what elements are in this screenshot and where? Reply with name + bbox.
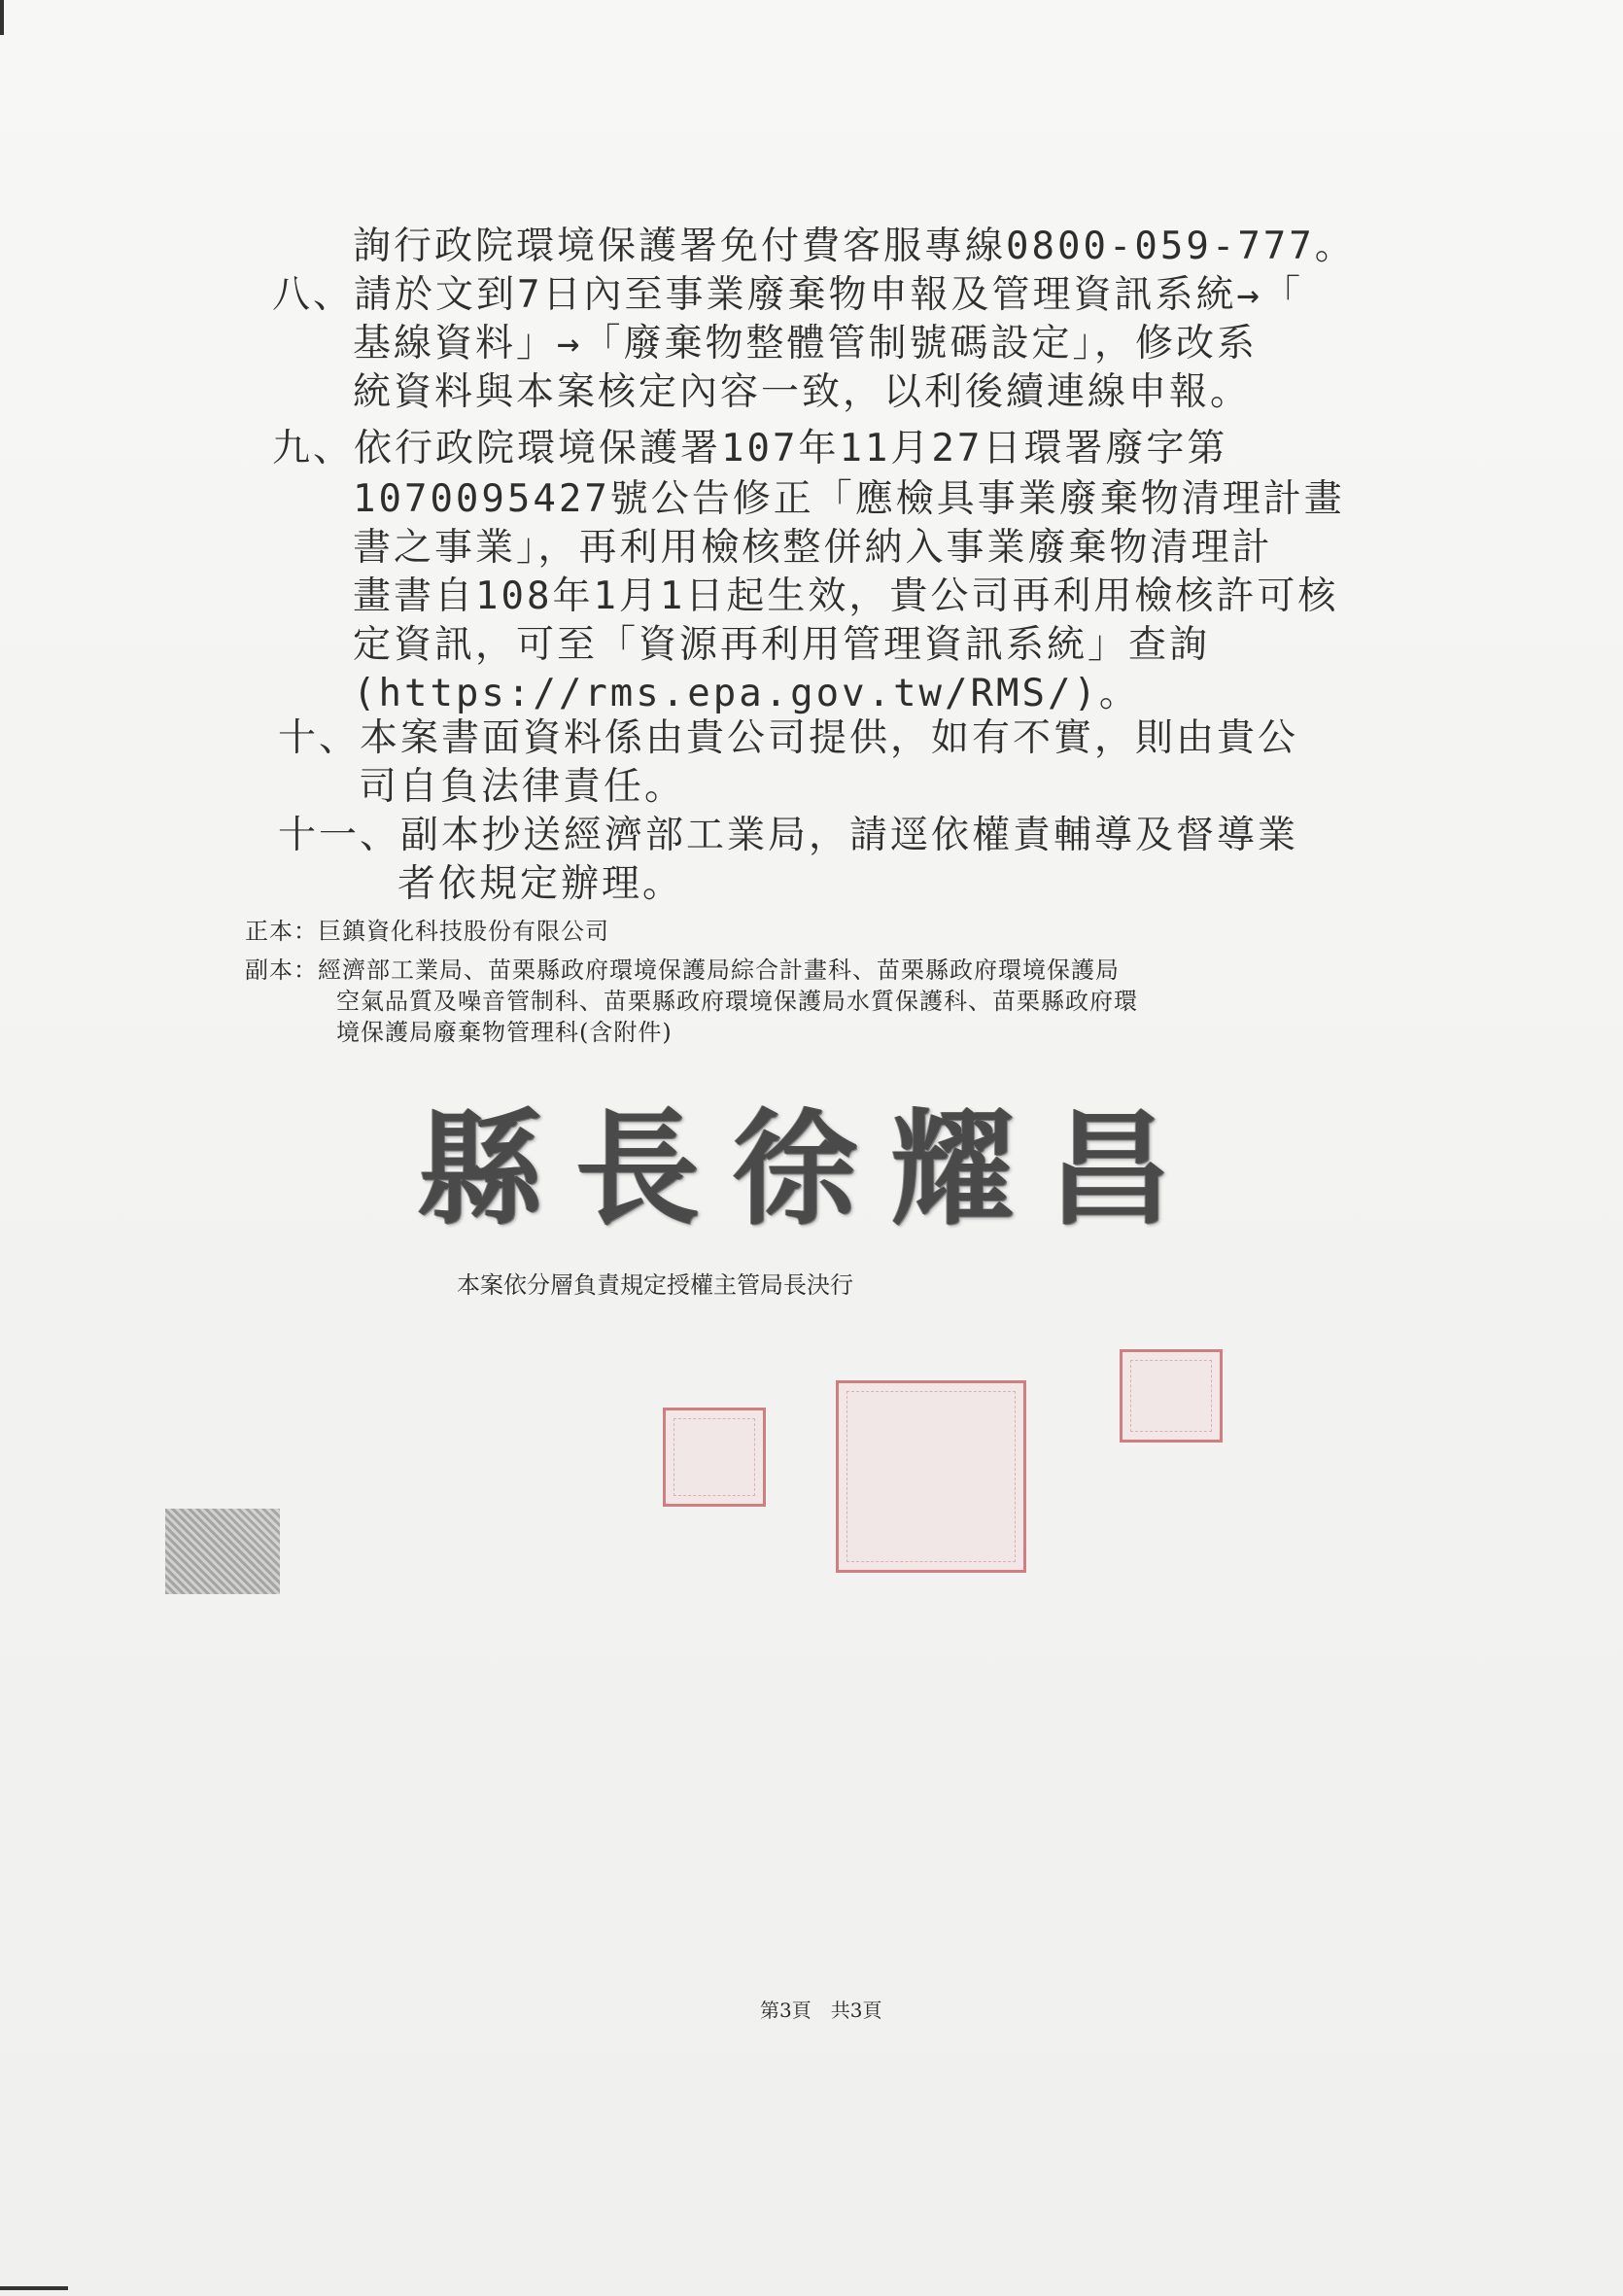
corner-seal [1120, 1349, 1223, 1443]
letter-line: 畫書自108年1月1日起生效，貴公司再利用檢核許可核 [353, 574, 1339, 618]
letter-line: 十一、副本抄送經濟部工業局，請逕依權責輔導及督導業 [278, 814, 1299, 857]
scan-edge-mark [0, 0, 4, 35]
letter-line: 1070095427號公告修正「應檢具事業廢棄物清理計畫 [353, 477, 1345, 521]
copy-recipients-line: 空氣品質及噪音管制科、苗栗縣政府環境保護局水質保護科、苗栗縣政府環 [336, 988, 1138, 1015]
large-seal [836, 1380, 1026, 1573]
letter-line: 司自負法律責任。 [359, 765, 686, 809]
letter-line: 書之事業」，再利用檢核整併納入事業廢棄物清理計 [353, 526, 1273, 570]
letter-line: 者依規定辦理。 [397, 862, 684, 906]
scan-edge-mark [0, 2286, 68, 2290]
letter-line: 統資料與本案核定內容一致，以利後續連線申報。 [353, 370, 1252, 414]
letter-line: 八、請於文到7日內至事業廢棄物申報及管理資訊系統→「 [272, 273, 1303, 317]
letter-line: 詢行政院環境保護署免付費客服專線0800-059-777。 [353, 225, 1356, 268]
copy-recipients-line: 副本：經濟部工業局、苗栗縣政府環境保護局綜合計畫科、苗栗縣政府環境保護局 [245, 957, 1120, 984]
letter-line: 九、依行政院環境保護署107年11月27日環署廢字第 [272, 427, 1228, 470]
letter-line: 定資訊，可至「資源再利用管理資訊系統」查詢 [353, 623, 1211, 667]
original-recipient: 正本：巨鎮資化科技股份有限公司 [245, 918, 609, 945]
letter-line: (https://rms.epa.gov.tw/RMS/)。 [353, 672, 1140, 715]
copy-recipients-line: 境保護局廢棄物管理科(含附件) [336, 1019, 673, 1046]
small-seal [663, 1408, 766, 1507]
signature-name: 縣長徐耀昌 [418, 1096, 1206, 1242]
delegation-note: 本案依分層負責規定授權主管局長決行 [457, 1271, 853, 1299]
page-number: 第3頁 共3頁 [760, 1999, 882, 2022]
letter-line: 基線資料」→「廢棄物整體管制號碼設定」，修改系 [353, 322, 1258, 365]
letter-line: 十、本案書面資料係由貴公司提供，如有不實，則由貴公 [278, 716, 1299, 760]
gray-stamp [165, 1509, 280, 1594]
